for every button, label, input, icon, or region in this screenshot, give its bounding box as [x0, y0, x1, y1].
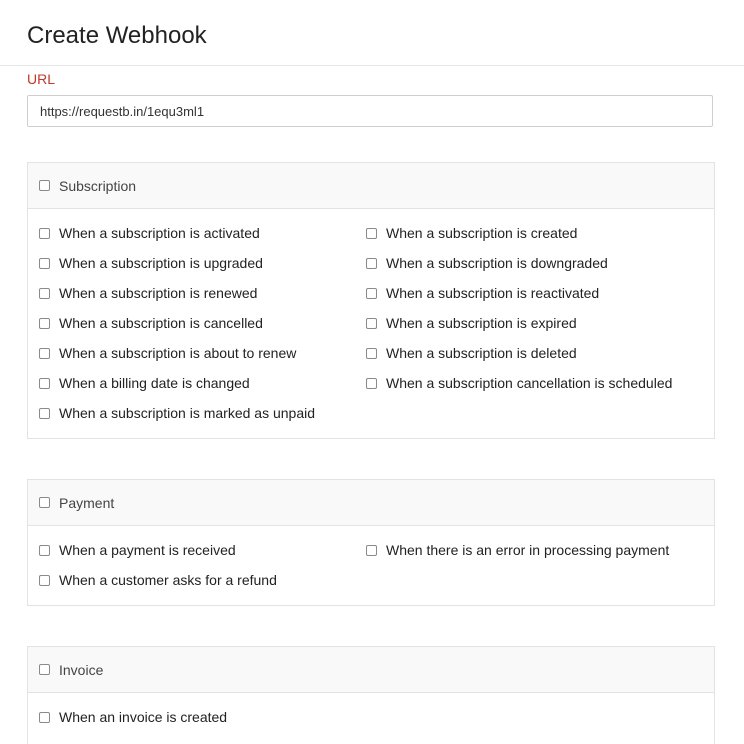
- event-label: When there is an error in processing payment: [386, 542, 670, 558]
- event-label: When a subscription is activated: [59, 225, 260, 241]
- event-checkbox[interactable]: [39, 575, 50, 586]
- event-subscription-renewed[interactable]: [39, 283, 257, 303]
- payment-select-all-checkbox[interactable]: [39, 497, 50, 508]
- event-checkbox[interactable]: [39, 288, 50, 299]
- event-checkbox[interactable]: [39, 318, 50, 329]
- url-input[interactable]: [27, 95, 713, 127]
- event-checkbox[interactable]: [366, 545, 377, 556]
- payment-section-header[interactable]: [28, 480, 714, 526]
- invoice-section: [27, 646, 715, 744]
- event-checkbox[interactable]: [39, 258, 50, 269]
- event-subscription-cancelled[interactable]: [39, 313, 263, 333]
- event-label: When a subscription is created: [386, 225, 578, 241]
- event-label: When an invoice is created: [59, 709, 228, 725]
- event-label: When a subscription is downgraded: [386, 255, 608, 271]
- event-checkbox[interactable]: [39, 378, 50, 389]
- event-label: When a subscription is cancelled: [59, 315, 263, 331]
- invoice-select-all-checkbox[interactable]: [39, 664, 50, 675]
- payment-section: [27, 479, 715, 606]
- event-checkbox[interactable]: [39, 408, 50, 419]
- event-subscription-marked-unpaid[interactable]: [39, 403, 315, 423]
- event-checkbox[interactable]: [366, 378, 377, 389]
- event-invoice-created[interactable]: [39, 707, 227, 727]
- event-label: When a subscription is marked as unpaid: [59, 405, 316, 421]
- payment-section-label: Payment: [59, 494, 115, 511]
- subscription-section: [27, 162, 715, 439]
- invoice-section-header[interactable]: [28, 647, 714, 693]
- event-checkbox[interactable]: [39, 712, 50, 723]
- event-subscription-activated[interactable]: [39, 223, 260, 243]
- url-label: URL: [27, 71, 56, 87]
- event-subscription-expired[interactable]: [366, 313, 577, 333]
- event-label: When a subscription is renewed: [59, 285, 258, 301]
- event-subscription-cancellation-scheduled[interactable]: [366, 373, 672, 393]
- event-payment-received[interactable]: [39, 540, 236, 560]
- event-label: When a subscription is upgraded: [59, 255, 263, 271]
- page-header: [0, 0, 744, 66]
- event-subscription-deleted[interactable]: [366, 343, 577, 363]
- event-label: When a subscription is expired: [386, 315, 577, 331]
- event-billing-date-changed[interactable]: [39, 373, 250, 393]
- event-subscription-created[interactable]: [366, 223, 577, 243]
- event-subscription-upgraded[interactable]: [39, 253, 263, 273]
- event-checkbox[interactable]: [366, 228, 377, 239]
- page-title: Create Webhook: [27, 22, 207, 49]
- event-checkbox[interactable]: [366, 318, 377, 329]
- invoice-section-label: Invoice: [59, 661, 104, 678]
- event-checkbox[interactable]: [366, 348, 377, 359]
- event-label: When a billing date is changed: [59, 375, 250, 391]
- event-label: When a subscription cancellation is scheduled: [386, 375, 673, 391]
- subscription-select-all-checkbox[interactable]: [39, 180, 50, 191]
- event-label: When a subscription is deleted: [386, 345, 577, 361]
- subscription-section-header[interactable]: [28, 163, 714, 209]
- event-checkbox[interactable]: [39, 228, 50, 239]
- event-label: When a customer asks for a refund: [59, 572, 277, 588]
- subscription-section-label: Subscription: [59, 177, 137, 194]
- event-payment-error[interactable]: [366, 540, 669, 560]
- event-checkbox[interactable]: [366, 288, 377, 299]
- event-subscription-downgraded[interactable]: [366, 253, 608, 273]
- event-checkbox[interactable]: [39, 348, 50, 359]
- event-label: When a subscription is reactivated: [386, 285, 600, 301]
- event-checkbox[interactable]: [39, 545, 50, 556]
- event-label: When a subscription is about to renew: [59, 345, 297, 361]
- event-subscription-about-to-renew[interactable]: [39, 343, 296, 363]
- event-label: When a payment is received: [59, 542, 236, 558]
- event-checkbox[interactable]: [366, 258, 377, 269]
- event-subscription-reactivated[interactable]: [366, 283, 599, 303]
- event-refund-requested[interactable]: [39, 570, 277, 590]
